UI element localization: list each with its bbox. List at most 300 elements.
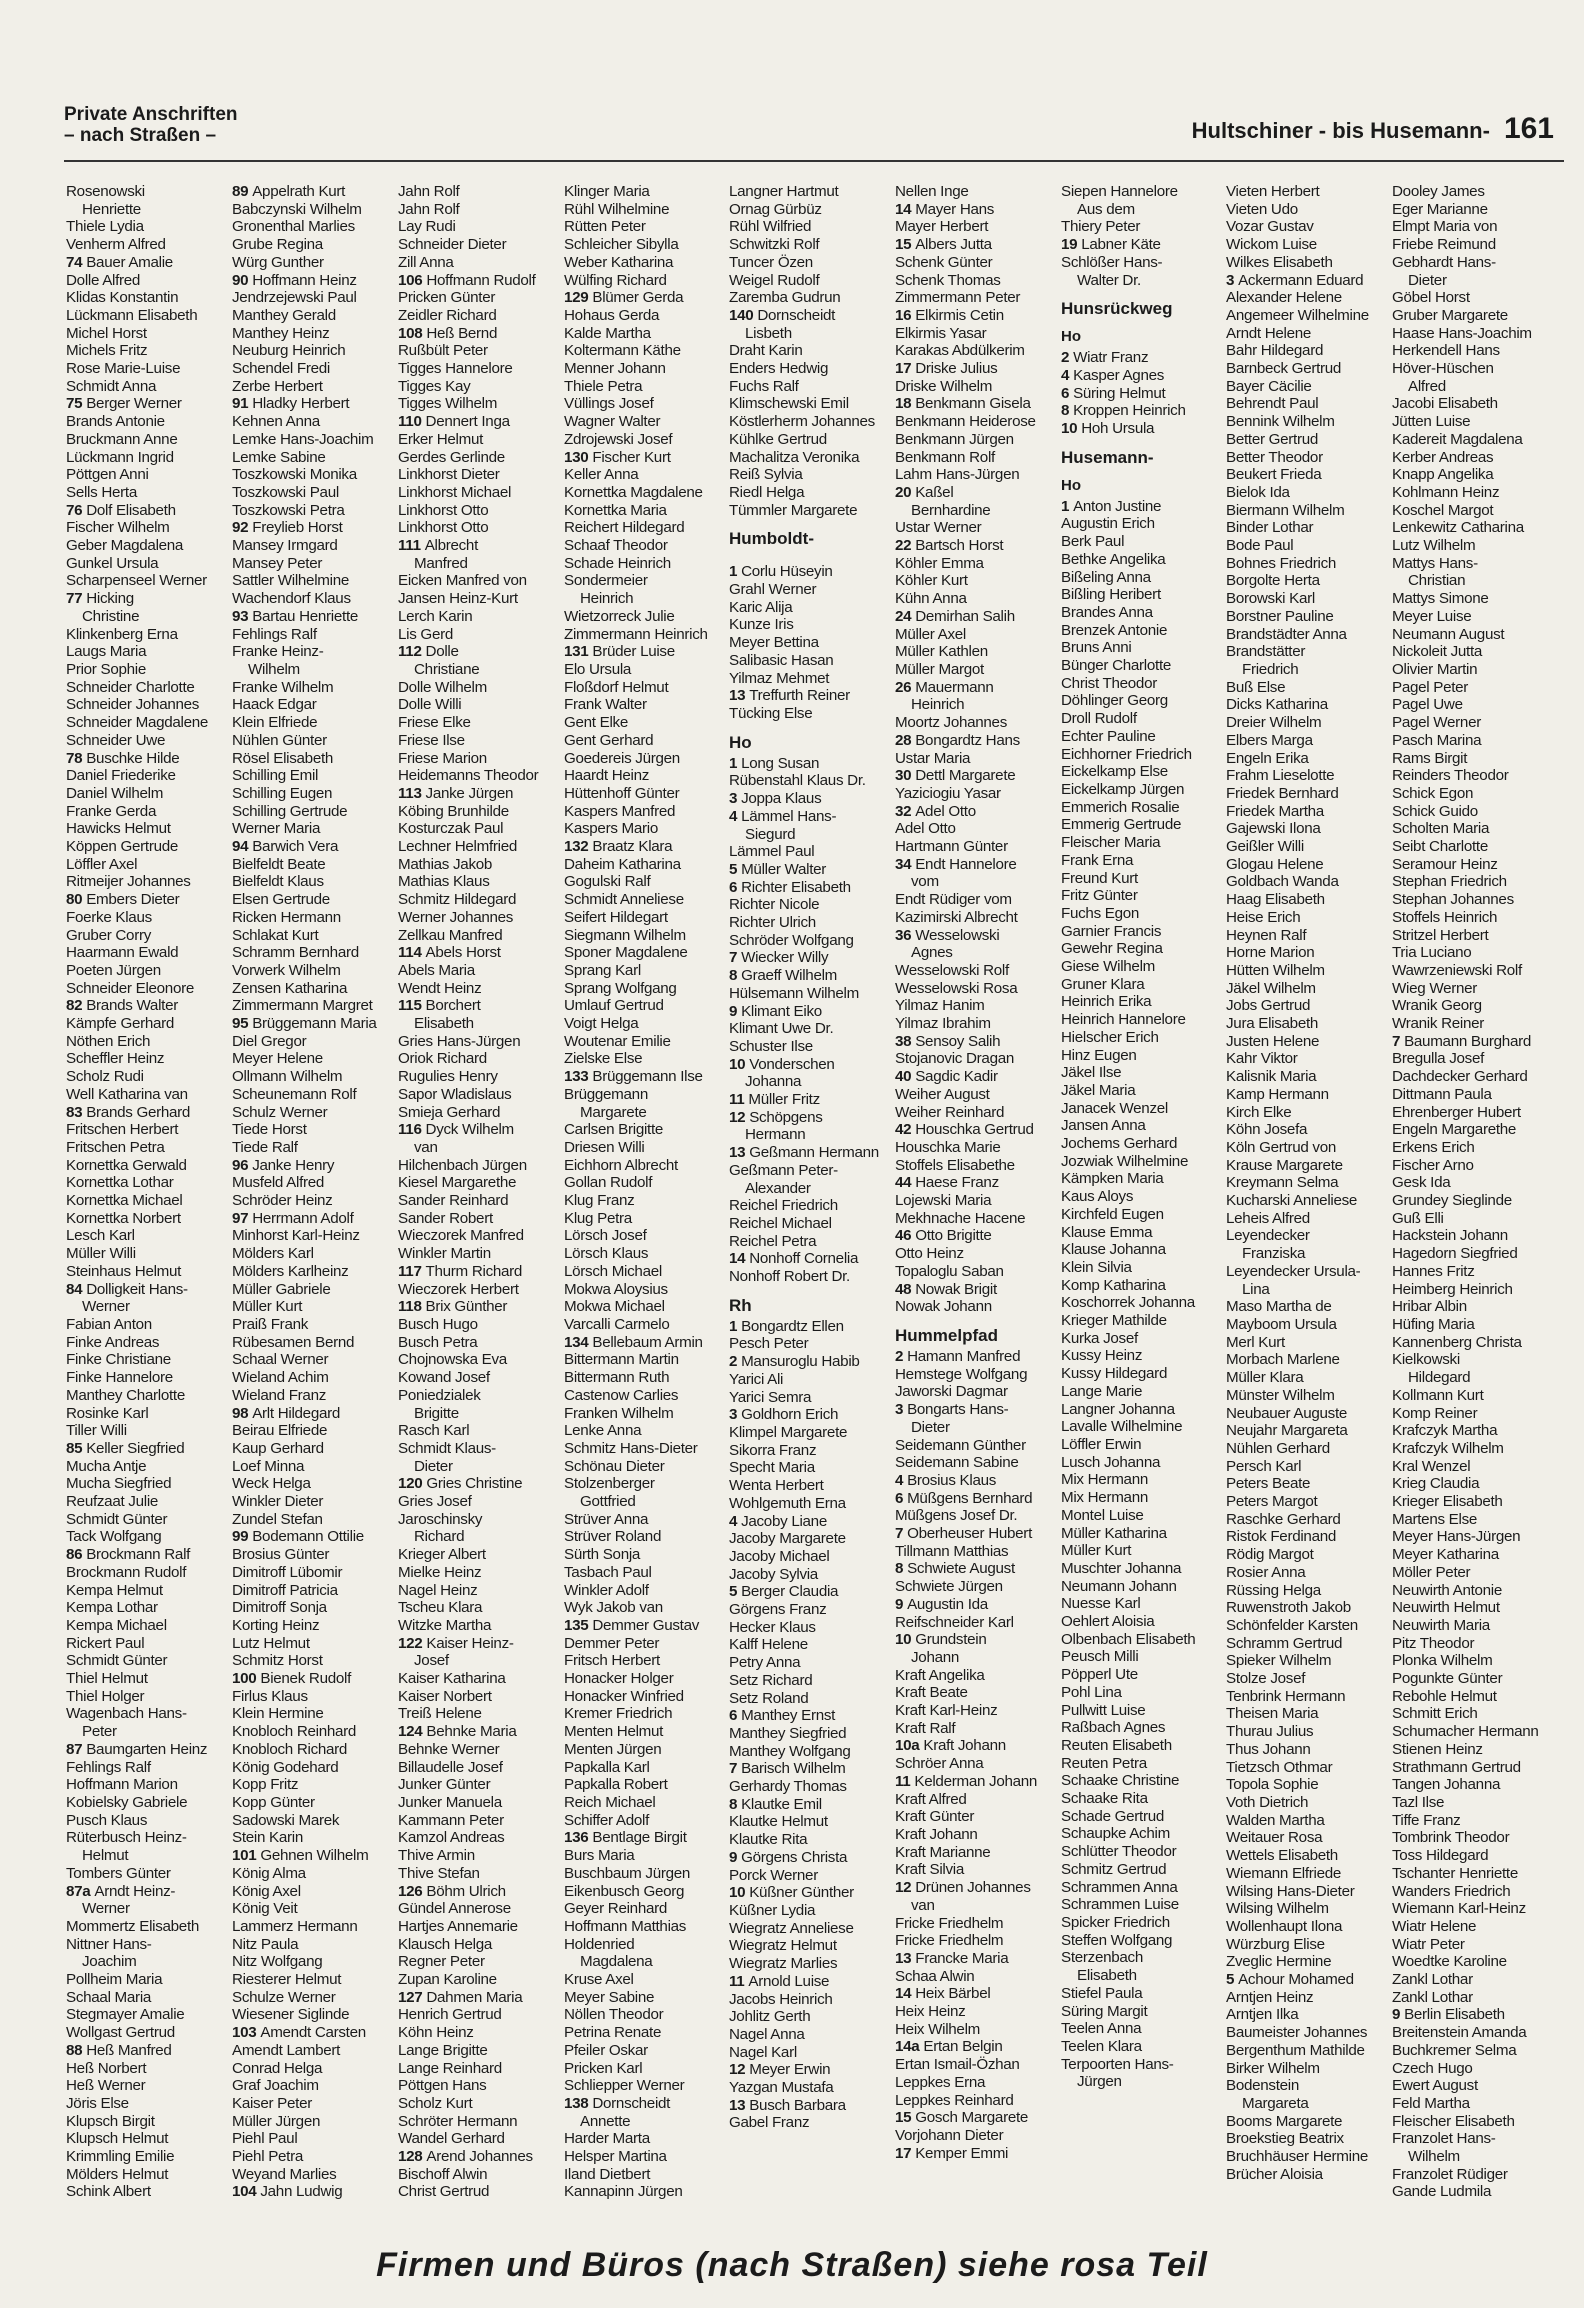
entry-continuation: Elisabeth: [414, 1015, 474, 1033]
resident-entry: Pullwitt Luise: [1061, 1701, 1146, 1719]
resident-entry: Floßdorf Helmut: [564, 678, 669, 696]
resident-entry: 8 Klautke Emil: [729, 1795, 822, 1813]
resident-entry: Kucharski Anneliese: [1226, 1192, 1358, 1210]
resident-entry: Plonka Wilhelm: [1392, 1652, 1493, 1670]
resident-entry: Stiefel Paula: [1061, 1984, 1143, 2002]
resident-entry: Daniel Friederike: [66, 767, 176, 785]
resident-entry: 9 Berlin Elisabeth: [1392, 2006, 1505, 2024]
resident-entry: Schrammen Luise: [1061, 1896, 1179, 1914]
resident-entry: 14a Ertan Belgin: [895, 2038, 1003, 2056]
resident-entry: 75 Berger Werner: [66, 395, 182, 413]
resident-entry: Linkhorst Dieter: [398, 466, 500, 484]
resident-entry: Iland Dietbert: [564, 2165, 651, 2183]
resident-entry: Woutenar Emilie: [564, 1032, 671, 1050]
resident-entry: Werner Maria: [232, 820, 321, 838]
resident-entry: Raßbach Agnes: [1061, 1719, 1166, 1737]
resident-entry: Jochems Gerhard: [1061, 1135, 1178, 1153]
resident-entry: Pesch Peter: [729, 1335, 809, 1353]
resident-entry: 140 Dornscheidt: [729, 306, 836, 324]
resident-entry: Wiegratz Marlies: [729, 1955, 838, 1973]
resident-entry: Rühl Wilhelmine: [564, 200, 670, 218]
resident-entry: Bayer Cäcilie: [1226, 377, 1312, 395]
resident-entry: Klein Elfriede: [232, 714, 318, 732]
resident-entry: Kraft Alfred: [895, 1790, 967, 1808]
resident-entry: 8 Graeff Wilhelm: [729, 967, 838, 985]
resident-entry: Schmidt Günter: [66, 1510, 168, 1528]
resident-entry: 2 Mansuroglu Habib: [729, 1353, 860, 1371]
resident-entry: Binder Lothar: [1226, 519, 1314, 537]
house-number: 87a: [66, 1882, 95, 1900]
house-number: 6: [729, 1707, 742, 1725]
resident-entry: 126 Böhm Ulrich: [398, 1882, 506, 1900]
resident-entry: Lavalle Wilhelmine: [1061, 1418, 1183, 1436]
resident-entry: Kalff Helene: [729, 1636, 808, 1654]
resident-entry: Scharpenseel Werner: [66, 572, 207, 590]
resident-entry: Schmitz Hans-Dieter: [564, 1439, 698, 1457]
resident-entry: Benkmann Rolf: [895, 448, 995, 466]
house-number: 80: [66, 891, 87, 909]
resident-entry: Rams Birgit: [1392, 749, 1468, 767]
resident-entry: Fleischer Maria: [1061, 834, 1161, 852]
resident-entry: Busch Hugo: [398, 1316, 478, 1333]
resident-entry: Schade Heinrich: [564, 554, 671, 572]
resident-entry: Hinz Eugen: [1061, 1046, 1137, 1064]
house-number: 94: [232, 838, 253, 856]
resident-entry: Jacoby Sylvia: [729, 1565, 818, 1583]
resident-entry: Sponer Magdalene: [564, 944, 688, 962]
resident-entry: Klimschewski Emil: [729, 395, 849, 413]
house-number: 46: [895, 1227, 916, 1245]
resident-entry: König Axel: [232, 1882, 301, 1900]
resident-entry: Sürth Sonja: [564, 1546, 641, 1564]
resident-entry: Kreymann Selma: [1226, 1174, 1339, 1192]
resident-entry: Wieland Achim: [232, 1369, 329, 1387]
resident-entry: Tack Wolfgang: [66, 1528, 162, 1546]
resident-entry: Pagel Werner: [1392, 714, 1481, 732]
resident-entry: Manthey Heinz: [232, 324, 330, 342]
resident-entry: 14 Heix Bärbel: [895, 1985, 991, 2003]
resident-entry: Kussy Hildegard: [1061, 1365, 1168, 1383]
resident-entry: Brandstätter: [1226, 643, 1306, 661]
resident-entry: Kaus Aloys: [1061, 1188, 1134, 1206]
resident-entry: Bruckmann Anne: [66, 430, 178, 448]
house-number: 8: [1061, 402, 1074, 420]
house-number: 36: [895, 926, 916, 944]
resident-entry: Rickert Paul: [66, 1634, 145, 1652]
resident-entry: Hoffmann Matthias: [564, 1917, 687, 1935]
house-number: 40: [895, 1068, 916, 1086]
resident-entry: Wiatr Helene: [1392, 1917, 1477, 1935]
resident-entry: Raschke Gerhard: [1226, 1510, 1341, 1528]
house-number: 12: [729, 2061, 750, 2079]
directory-column: [1226, 183, 1384, 2183]
resident-entry: Czech Hugo: [1392, 2059, 1473, 2077]
resident-entry: Yilmaz Mehmet: [729, 669, 830, 687]
resident-entry: Riesterer Helmut: [232, 1971, 342, 1989]
resident-entry: Draht Karin: [729, 342, 803, 360]
resident-entry: Bohnes Friedrich: [1226, 554, 1337, 572]
entry-continuation: van: [414, 1138, 438, 1156]
resident-entry: 12 Drünen Johannes: [895, 1879, 1031, 1897]
street-heading: Ho: [729, 732, 752, 752]
resident-entry: Rasch Karl: [398, 1422, 470, 1440]
resident-entry: Kraft Marianne: [895, 1843, 991, 1861]
resident-entry: Nühlen Gerhard: [1226, 1439, 1330, 1457]
resident-entry: 97 Herrmann Adolf: [232, 1209, 354, 1227]
resident-entry: Stoffels Elisabethe: [895, 1156, 1015, 1174]
house-number: 22: [895, 537, 916, 555]
resident-entry: Reuten Petra: [1061, 1754, 1147, 1772]
resident-entry: 108 Heß Bernd: [398, 324, 498, 342]
resident-entry: Mölders Karlheinz: [232, 1262, 349, 1280]
resident-entry: Manthey Wolfgang: [729, 1742, 851, 1760]
house-number: 108: [398, 324, 427, 342]
house-number: 97: [232, 1209, 253, 1227]
resident-entry: 134 Bellebaum Armin: [564, 1333, 703, 1351]
directory-columns: [66, 183, 1566, 2233]
resident-entry: Mansey Peter: [232, 554, 323, 572]
resident-entry: Schmitz Gertrud: [1061, 1860, 1167, 1878]
resident-entry: Neumann Johann: [1061, 1577, 1177, 1595]
resident-entry: Eickelkamp Else: [1061, 763, 1168, 781]
resident-entry: Reiß Sylvia: [729, 466, 803, 484]
house-number: 10: [729, 1055, 750, 1073]
resident-entry: Würzburg Elise: [1226, 1935, 1325, 1953]
resident-entry: Jäkel Maria: [1061, 1081, 1136, 1099]
resident-entry: Schneider Magdalene: [66, 714, 209, 732]
resident-entry: Hilchenbach Jürgen: [398, 1156, 527, 1174]
resident-entry: Klautke Rita: [729, 1831, 808, 1849]
resident-entry: Müller Kathlen: [895, 643, 988, 661]
resident-entry: Lesch Karl: [66, 1227, 135, 1245]
resident-entry: Mekhnache Hacene: [895, 1209, 1026, 1227]
resident-entry: Erker Helmut: [398, 430, 484, 448]
resident-entry: 11 Müller Fritz: [729, 1091, 820, 1109]
house-number: 83: [66, 1103, 87, 1121]
resident-entry: Gruber Margarete: [1392, 306, 1508, 324]
resident-entry: Kraft Angelika: [895, 1666, 985, 1684]
house-number: 3: [729, 1406, 742, 1424]
resident-entry: Nittner Hans-: [66, 1935, 152, 1953]
resident-entry: Daheim Katharina: [564, 855, 681, 873]
resident-entry: Schwitzki Rolf: [729, 236, 820, 254]
resident-entry: Klidas Konstantin: [66, 289, 179, 307]
resident-entry: Schmidt Anna: [66, 377, 157, 395]
resident-entry: Biermann Wilhelm: [1226, 501, 1345, 519]
resident-entry: Gabel Franz: [729, 2114, 810, 2132]
resident-entry: Kurka Josef: [1061, 1329, 1138, 1347]
resident-entry: 4 Brosius Klaus: [895, 1471, 997, 1489]
house-number: 106: [398, 271, 427, 289]
resident-entry: Nagel Anna: [729, 2025, 805, 2043]
resident-entry: Schade Gertrud: [1061, 1807, 1165, 1825]
resident-entry: Neuwirth Helmut: [1392, 1599, 1500, 1617]
resident-entry: Venherm Alfred: [66, 236, 166, 254]
resident-entry: Schmitz Horst: [232, 1652, 323, 1670]
resident-entry: Kohlmann Heinz: [1392, 483, 1500, 501]
resident-entry: Kalisnik Maria: [1226, 1068, 1317, 1086]
resident-entry: Garnier Francis: [1061, 922, 1162, 940]
resident-entry: Kruse Axel: [564, 1971, 634, 1989]
resident-entry: Koschel Margot: [1392, 501, 1494, 519]
resident-entry: Machalitza Veronika: [729, 448, 860, 466]
resident-entry: Wilsing Hans-Dieter: [1226, 1882, 1355, 1900]
resident-entry: 13 Francke Maria: [895, 1949, 1009, 1967]
house-number: 132: [564, 838, 593, 856]
house-number: 2: [729, 1353, 742, 1371]
house-number: 129: [564, 289, 593, 307]
resident-entry: Gogulski Ralf: [564, 873, 651, 891]
resident-entry: 128 Arend Johannes: [398, 2148, 533, 2166]
resident-entry: Angemeer Wilhelmine: [1226, 306, 1369, 324]
resident-entry: Eger Marianne: [1392, 200, 1488, 218]
resident-entry: 7 Baumann Burghard: [1392, 1032, 1531, 1050]
resident-entry: Zankl Lothar: [1392, 1971, 1473, 1989]
house-number: 95: [232, 1015, 253, 1033]
resident-entry: Kussy Heinz: [1061, 1347, 1143, 1365]
resident-entry: Brandstädter Anna: [1226, 625, 1347, 643]
resident-entry: 92 Freylieb Horst: [232, 519, 343, 537]
resident-entry: Mokwa Aloysius: [564, 1280, 668, 1298]
resident-entry: Friedek Martha: [1226, 802, 1324, 820]
resident-entry: Möller Peter: [1392, 1563, 1471, 1581]
resident-entry: Menten Jürgen: [564, 1740, 662, 1758]
resident-entry: Komp Katharina: [1061, 1276, 1166, 1294]
resident-entry: Reuten Elisabeth: [1061, 1736, 1172, 1754]
house-number: 24: [895, 607, 916, 625]
resident-entry: 88 Heß Manfred: [66, 2041, 172, 2059]
resident-entry: Brandes Anna: [1061, 603, 1153, 621]
entry-continuation: Heinrich: [911, 696, 965, 714]
resident-entry: Schulz Werner: [232, 1103, 328, 1121]
resident-entry: Kosturczak Paul: [398, 820, 504, 838]
resident-entry: Gajewski Ilona: [1226, 820, 1321, 838]
resident-entry: Tscheu Klara: [398, 1599, 483, 1617]
resident-entry: Bregulla Josef: [1392, 1050, 1485, 1068]
resident-entry: Franken Wilhelm: [564, 1404, 674, 1422]
resident-entry: Papkalla Robert: [564, 1776, 668, 1794]
house-number: 111: [398, 537, 425, 555]
resident-entry: Heß Werner: [66, 2077, 146, 2095]
resident-entry: Weitauer Rosa: [1226, 1829, 1323, 1847]
resident-entry: Brenzek Antonie: [1061, 621, 1168, 639]
resident-entry: Kielkowski: [1392, 1351, 1460, 1369]
resident-entry: Mucha Siegfried: [66, 1475, 172, 1493]
resident-entry: Wilsing Wilhelm: [1226, 1900, 1329, 1918]
entry-continuation: Jürgen: [1077, 2073, 1122, 2091]
resident-entry: Schlütter Theodor: [1061, 1843, 1177, 1861]
resident-entry: Behrendt Paul: [1226, 395, 1319, 413]
house-number: 138: [564, 2094, 593, 2112]
resident-entry: Ehrenberger Hubert: [1392, 1103, 1521, 1121]
resident-entry: Seibt Charlotte: [1392, 838, 1488, 856]
resident-entry: Kempa Lothar: [66, 1599, 158, 1617]
resident-entry: Weiher Reinhard: [895, 1103, 1005, 1121]
resident-entry: 100 Bienek Rudolf: [232, 1670, 352, 1688]
resident-entry: Elo Ursula: [564, 660, 632, 678]
resident-entry: Frahm Lieselotte: [1226, 767, 1335, 785]
house-number: 20: [895, 483, 916, 501]
resident-entry: Müller Gabriele: [232, 1280, 331, 1298]
entry-continuation: Helmut: [82, 1847, 129, 1865]
resident-entry: Bünger Charlotte: [1061, 657, 1172, 675]
resident-entry: 6 Richter Elisabeth: [729, 878, 851, 896]
resident-entry: Benkmann Heiderose: [895, 413, 1036, 431]
house-number: 134: [564, 1333, 593, 1351]
house-number: 118: [398, 1298, 426, 1316]
resident-entry: Nagel Karl: [729, 2043, 797, 2061]
resident-entry: Rösel Elisabeth: [232, 749, 334, 767]
resident-entry: 74 Bauer Amalie: [66, 253, 173, 271]
resident-entry: Dreier Wilhelm: [1226, 714, 1322, 732]
resident-entry: 3 Joppa Klaus: [729, 790, 822, 808]
resident-entry: Heinrich Erika: [1061, 993, 1152, 1011]
resident-entry: Gruner Klara: [1061, 975, 1145, 993]
resident-entry: Schenk Thomas: [895, 271, 1001, 289]
house-number: 17: [895, 360, 916, 378]
resident-entry: Tschanter Henriette: [1392, 1864, 1518, 1882]
resident-entry: Weiher August: [895, 1085, 990, 1103]
house-number: 116: [398, 1121, 426, 1139]
resident-entry: Zveglic Hermine: [1226, 1953, 1332, 1971]
resident-entry: Mattys Simone: [1392, 590, 1489, 608]
resident-entry: Fritz Günter: [1061, 887, 1138, 905]
resident-entry: Maso Martha de: [1226, 1298, 1332, 1316]
resident-entry: Junker Günter: [398, 1776, 491, 1794]
resident-entry: Manthey Gerald: [232, 306, 336, 324]
resident-entry: Hagedorn Siegfried: [1392, 1245, 1518, 1263]
resident-entry: Nickoleit Jutta: [1392, 643, 1483, 661]
resident-entry: Rödig Margot: [1226, 1546, 1314, 1564]
resident-entry: Krieger Albert: [398, 1546, 486, 1564]
resident-entry: Gewehr Regina: [1061, 940, 1163, 958]
resident-entry: Lenke Anna: [564, 1422, 642, 1440]
house-number: 91: [232, 395, 253, 413]
resident-entry: Arntjen Ilka: [1226, 2006, 1299, 2024]
resident-entry: 101 Gehnen Wilhelm: [232, 1847, 369, 1865]
resident-entry: Bahr Hildegard: [1226, 342, 1324, 360]
resident-entry: Klupsch Birgit: [66, 2112, 155, 2130]
entry-continuation: vom: [911, 873, 939, 891]
resident-entry: Klautke Helmut: [729, 1813, 828, 1831]
resident-entry: Nitz Wolfgang: [232, 1953, 323, 1971]
resident-entry: Grahl Werner: [729, 581, 817, 599]
resident-entry: Lis Gerd: [398, 625, 453, 643]
resident-entry: Mölders Karl: [232, 1245, 314, 1263]
resident-entry: Zundel Stefan: [232, 1510, 323, 1528]
resident-entry: Neubauer Auguste: [1226, 1404, 1348, 1422]
resident-entry: Ustar Maria: [895, 749, 971, 767]
resident-entry: Strüver Anna: [564, 1510, 649, 1528]
resident-entry: 120 Gries Christine: [398, 1475, 523, 1493]
resident-entry: 2 Wiatr Franz: [1061, 349, 1149, 367]
resident-entry: Hemstege Wolfgang: [895, 1365, 1028, 1383]
resident-entry: Spieker Wilhelm: [1226, 1652, 1332, 1670]
resident-entry: Abels Maria: [398, 961, 475, 979]
house-number: 5: [729, 860, 742, 878]
resident-entry: Reufzaat Julie: [66, 1493, 159, 1511]
resident-entry: Manthey Charlotte: [66, 1386, 185, 1404]
resident-entry: Stolzenberger: [564, 1475, 655, 1493]
house-number: 16: [895, 306, 916, 324]
resident-entry: Graf Joachim: [232, 2077, 319, 2095]
directory-column: [232, 183, 390, 2201]
resident-entry: 4 Lämmel Hans-: [729, 807, 837, 825]
directory-column: [729, 183, 887, 2132]
resident-entry: Daniel Wilhelm: [66, 784, 164, 802]
entry-continuation: Elisabeth: [1077, 1967, 1137, 1985]
resident-entry: 18 Benkmann Gisela: [895, 395, 1031, 413]
entry-continuation: Aus dem: [1077, 200, 1135, 218]
resident-entry: Borgolte Herta: [1226, 572, 1320, 590]
resident-entry: Kraft Karl-Heinz: [895, 1702, 998, 1720]
entry-continuation: Josef: [414, 1652, 449, 1670]
resident-entry: Dooley James: [1392, 183, 1485, 200]
resident-entry: Stein Karin: [232, 1829, 303, 1847]
street-heading: Husemann-: [1061, 447, 1154, 467]
resident-entry: Tigges Wilhelm: [398, 395, 498, 413]
resident-entry: Reichel Michael: [729, 1214, 832, 1232]
spacer: [729, 551, 887, 563]
resident-entry: Schliepper Werner: [564, 2077, 685, 2095]
resident-entry: Bielok Ida: [1226, 483, 1290, 501]
resident-entry: Werner Johannes: [398, 908, 514, 926]
resident-entry: Barnbeck Gertrud: [1226, 360, 1342, 378]
house-number: 11: [895, 1772, 915, 1790]
resident-entry: Köhler Kurt: [895, 572, 968, 590]
resident-entry: 114 Abels Horst: [398, 944, 501, 962]
entry-continuation: Magdalena: [580, 1953, 653, 1971]
resident-entry: Rebohle Helmut: [1392, 1687, 1497, 1705]
resident-entry: Manthey Siegfried: [729, 1724, 847, 1742]
entry-continuation: Dieter: [1408, 271, 1447, 289]
resident-entry: Pusch Klaus: [66, 1811, 148, 1829]
resident-entry: Sander Reinhard: [398, 1192, 509, 1210]
resident-entry: Leppkes Erna: [895, 2073, 986, 2091]
resident-entry: 98 Arlt Hildegard: [232, 1404, 341, 1422]
resident-entry: Leppkes Reinhard: [895, 2091, 1014, 2109]
resident-entry: 14 Mayer Hans: [895, 200, 995, 218]
house-number: 85: [66, 1439, 87, 1457]
resident-entry: Fleischer Elisabeth: [1392, 2112, 1515, 2130]
resident-entry: Finke Andreas: [66, 1333, 160, 1351]
resident-entry: Gebhardt Hans-: [1392, 253, 1496, 271]
resident-entry: Kraft Johann: [895, 1825, 978, 1843]
resident-entry: Thus Johann: [1226, 1740, 1311, 1758]
resident-entry: Müller Jürgen: [232, 2112, 321, 2130]
resident-entry: Meyer Katharina: [1392, 1546, 1499, 1564]
resident-entry: Koschorrek Johanna: [1061, 1294, 1195, 1312]
resident-entry: Rugulies Henry: [398, 1068, 498, 1086]
resident-entry: Kraft Silvia: [895, 1861, 964, 1879]
resident-entry: Jobs Gertrud: [1226, 997, 1311, 1015]
resident-entry: Bruchhäuser Hermine: [1226, 2148, 1369, 2166]
resident-entry: 133 Brüggemann Ilse: [564, 1068, 703, 1086]
house-number: 11: [729, 1972, 749, 1990]
resident-entry: Krafczyk Wilhelm: [1392, 1439, 1504, 1457]
resident-entry: 26 Mauermann: [895, 678, 994, 696]
section-title: [64, 104, 238, 146]
resident-entry: Zielske Else: [564, 1050, 643, 1068]
resident-entry: 40 Sagdic Kadir: [895, 1068, 998, 1086]
resident-entry: Lämmel Paul: [729, 843, 815, 861]
resident-entry: Zimmermann Margret: [232, 997, 373, 1015]
house-number: 104: [232, 2183, 261, 2201]
page-number: 161: [1503, 112, 1554, 145]
resident-entry: Nellen Inge: [895, 183, 969, 200]
resident-entry: Yilmaz Hanim: [895, 997, 985, 1015]
resident-entry: Brücher Aloisia: [1226, 2165, 1323, 2183]
